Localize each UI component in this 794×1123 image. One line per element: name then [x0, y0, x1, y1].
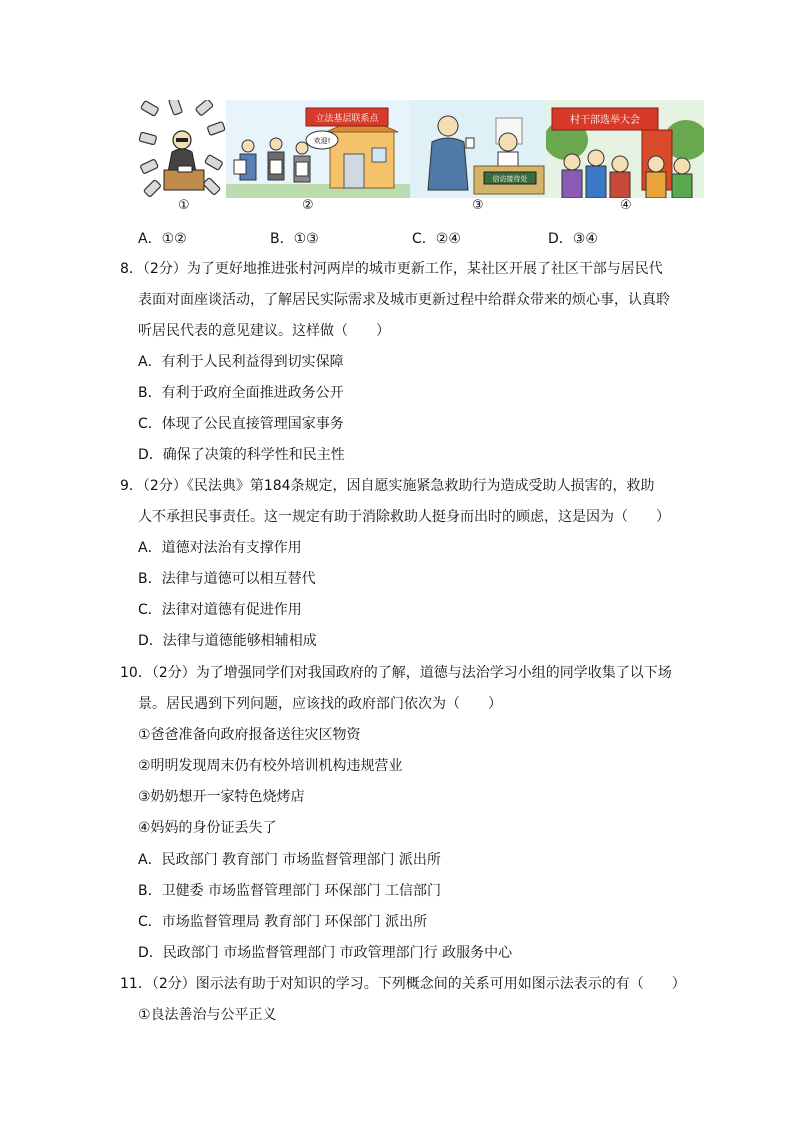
q7-option-c[interactable]: C．②④ — [412, 231, 461, 247]
cartoon-panel-1 — [138, 100, 226, 198]
q8-stem-line-2: 表面对面座谈活动，了解居民实际需求及城市更新过程中给群众带来的烦心事，认真聆 — [138, 292, 670, 308]
q11-item-1: ①良法善治与公平正义 — [138, 1007, 277, 1023]
q10-option-c[interactable]: C．市场监督管理局 教育部门 环保部门 派出所 — [138, 914, 428, 930]
cartoon-panel-4 — [546, 100, 704, 198]
q11-stem-line-1: 11．（2分）图示法有助于对知识的学习。下列概念间的关系可用如图示法表示的有（ ） — [120, 976, 686, 992]
panel2-bubble-text: 欢迎! — [313, 137, 331, 145]
q8-option-b[interactable]: B．有利于政府全面推进政务公开 — [138, 385, 344, 401]
panel-marker-2: ② — [302, 198, 314, 213]
panel3-desk-sign: 信访接待处 — [492, 175, 528, 183]
q10-item-2: ②明明发现周末仍有校外培训机构违规营业 — [138, 758, 403, 774]
panel-markers — [138, 198, 704, 218]
q10-option-a[interactable]: A．民政部门 教育部门 市场监督管理部门 派出所 — [138, 852, 441, 868]
q9-option-c[interactable]: C．法律对道德有促进作用 — [138, 602, 302, 618]
cartoon-panel-3 — [410, 100, 546, 198]
q10-item-3: ③奶奶想开一家特色烧烤店 — [138, 789, 305, 805]
panel2-banner-text: 立法基层联系点 — [315, 114, 379, 124]
q7-option-a[interactable]: A．①② — [138, 231, 187, 247]
q8-stem-line-3: 听居民代表的意见建议。这样做（ ） — [138, 323, 390, 339]
q10-stem-line-2: 景。居民遇到下列问题，应该找的政府部门依次为（ ） — [138, 696, 502, 712]
q7-options — [138, 228, 698, 248]
q9-option-b[interactable]: B．法律与道德可以相互替代 — [138, 571, 316, 587]
cartoon-panel-2 — [226, 100, 410, 198]
panel-marker-3: ③ — [472, 198, 484, 213]
q8-option-d[interactable]: D．确保了决策的科学性和民主性 — [138, 447, 345, 463]
q10-item-4: ④妈妈的身份证丢失了 — [138, 820, 277, 836]
q10-stem-line-1: 10．（2分）为了增强同学们对我国政府的了解，道德与法治学习小组的同学收集了以下场 — [120, 665, 672, 681]
q7-option-b[interactable]: B．①③ — [270, 231, 319, 247]
q8-option-c[interactable]: C．体现了公民直接管理国家事务 — [138, 416, 344, 432]
q8-stem-line-1: 8．（2分）为了更好地推进张村河两岸的城市更新工作，某社区开展了社区干部与居民代 — [120, 261, 663, 277]
panel-marker-1: ① — [178, 198, 190, 213]
q10-option-b[interactable]: B．卫健委 市场监督管理部门 环保部门 工信部门 — [138, 883, 441, 899]
cartoon-strip — [138, 100, 704, 198]
q10-item-1: ①爸爸准备向政府报备送往灾区物资 — [138, 727, 361, 743]
q9-option-d[interactable]: D．法律与道德能够相辅相成 — [138, 633, 317, 649]
q9-option-a[interactable]: A．道德对法治有支撑作用 — [138, 540, 302, 556]
q9-stem-line-2: 人不承担民事责任。这一规定有助于消除救助人挺身而出时的顾虑，这是因为（ ） — [138, 509, 670, 525]
q7-option-d[interactable]: D．③④ — [548, 231, 598, 247]
q10-option-d[interactable]: D．民政部门 市场监督管理部门 市政管理部门行 政服务中心 — [138, 945, 513, 961]
panel-marker-4: ④ — [620, 198, 632, 213]
panel4-banner-text: 村干部选举大会 — [570, 115, 640, 126]
q9-stem-line-1: 9．（2分）《民法典》第184条规定，因自愿实施紧急救助行为造成受助人损害的，救助 — [120, 478, 655, 494]
q8-option-a[interactable]: A．有利于人民利益得到切实保障 — [138, 354, 344, 370]
